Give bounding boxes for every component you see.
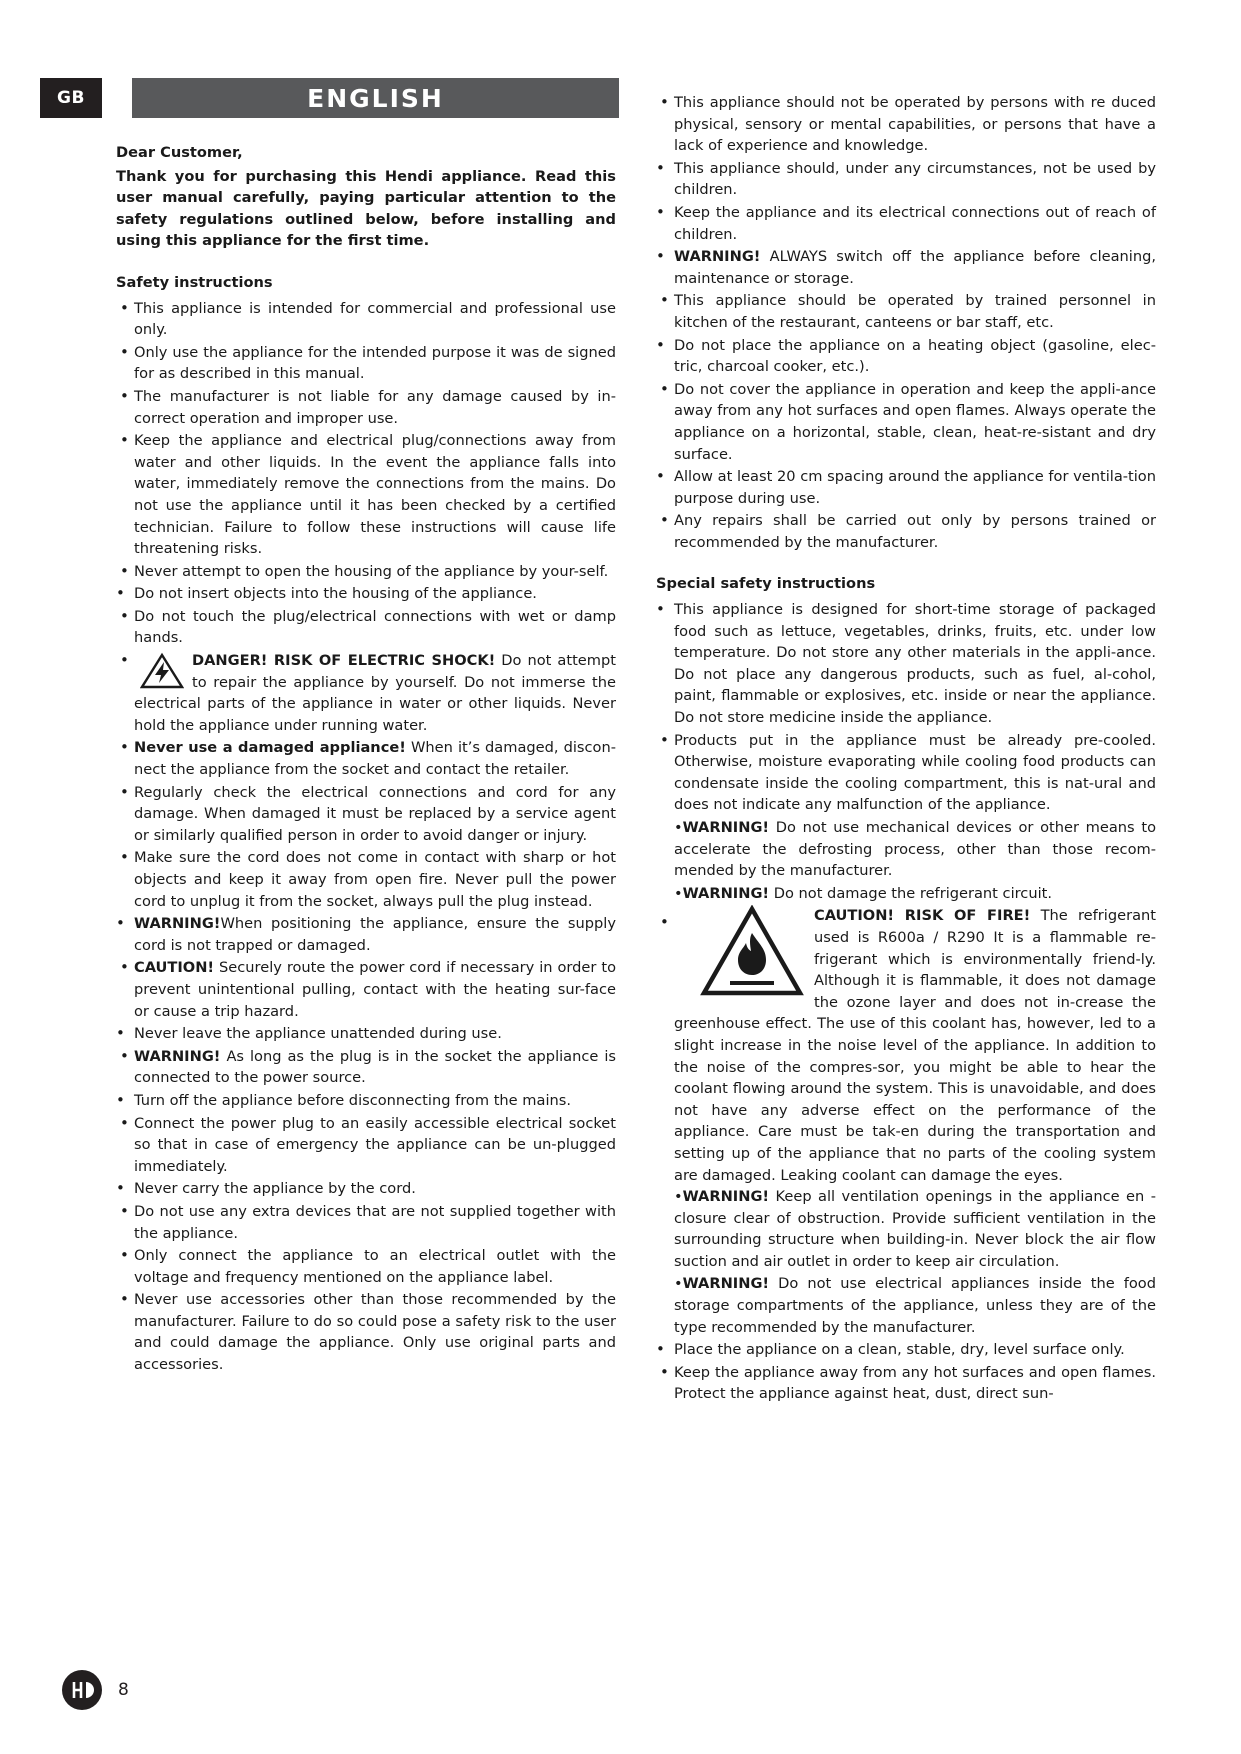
list-item: • This appliance is intended for commercial and professional use only.: [116, 298, 616, 341]
item-text: Do not cover the appliance in operation and keep the appli-ance away from any hot surfaces and open flames. Always operate the appliance on a horizontal, stable, clean, heat-re-sistant and dry surface.: [674, 380, 1156, 463]
greeting-line: Dear Customer,: [116, 144, 243, 161]
item-text: Any repairs shall be carried out only by persons trained or recommended by the manufacturer.: [674, 512, 1156, 551]
list-item: [656, 510, 1156, 553]
special-safety-heading: Special safety instructions: [656, 575, 876, 593]
item-text: This appliance should be operated by trained personnel in kitchen of the restaurant, canteens or bar staff, etc.: [674, 292, 1156, 331]
caution-label: CAUTION! RISK OF FIRE!: [814, 907, 1031, 925]
list-item: [656, 246, 1156, 289]
safety-instructions-heading: Safety instructions: [116, 273, 273, 291]
item-text: This appliance should, under any circumstances, not be used by children.: [674, 159, 1156, 199]
page-number: 8: [118, 1680, 129, 1700]
list-item: [116, 913, 616, 956]
item-text: Place the appliance on a clean, stable, dry, level surface only.: [674, 1341, 1125, 1359]
item-bold-label: WARNING!: [134, 1047, 221, 1065]
item-text: Do not use electrical appliances inside the food storage compartments of the appliance, unless they are of the type recommended by the manufacturer.: [674, 1275, 1156, 1336]
item-bold-label: Never use a damaged appliance!: [134, 739, 406, 757]
hendi-logo-icon: [62, 1670, 102, 1710]
list-item: [656, 92, 1156, 157]
item-text: Connect the power plug to an easily accessible electrical socket so that in case of emergency the appliance can be un-plugged immediately.: [134, 1114, 616, 1175]
list-item: [116, 782, 616, 847]
list-item: [116, 1046, 616, 1089]
special-safety-list-2: [656, 1186, 1156, 1405]
item-text: Do not use mechanical devices or other means to accelerate the defrosting process, other than those recom-mended by the manufacturer.: [674, 819, 1156, 880]
item-text: Allow at least 20 cm spacing around the appliance for ventila-tion purpose during use.: [674, 468, 1156, 507]
list-item: [656, 1362, 1156, 1405]
list-item: [116, 1113, 616, 1178]
language-badge: GB: [40, 78, 102, 118]
list-item: [116, 1178, 616, 1200]
caution-text: The refrigerant used is R600a / R290 It is a flammable re-frigerant which is environmentally friend-ly. Although it is flammable, it does not damage the ozone layer and does not in-crease the greenhouse effect. The use of this coolant has, however, led to a slight increase in the noise level of the appliance. In addition to the noise of the compres-sor, you might be able to hear the coolant flowing around the system. This is unavoidable, and does not have any adverse effect on the performance of the appliance. Care must be tak-en during the transportation and setting up of the appliance that no parts of the cooling system are damaged. Leaking coolant can damage the eyes.: [674, 907, 1156, 1184]
list-item: [656, 599, 1156, 729]
safety-instructions-list-2: [116, 737, 616, 1375]
item-bold-label: WARNING!: [682, 884, 770, 902]
list-item: • Do not touch the plug/electrical connections with wet or damp hands.: [116, 606, 616, 649]
safety-instructions-list: [116, 298, 616, 650]
list-item: • Never attempt to open the housing of the appliance by your-self.: [116, 561, 616, 583]
item-bold-label: WARNING!: [674, 248, 761, 266]
list-item: •WARNING! Keep all ventilation openings in the appliance en - closure clear of obstruction. Provide sufficient ventilation in the surrounding structure when building-in. Never block the air flow suction and air outlet in order to keep air circulation.: [674, 1188, 1156, 1270]
item-text: When it’s damaged, discon-nect the appliance from the socket and contact the retailer.: [134, 739, 616, 779]
intro-paragraph: Thank you for purchasing this Hendi appliance. Read this user manual carefully, paying particular attention to the safety regulations outlined below, before installing and using this appliance for the first time.: [116, 167, 616, 250]
item-text: Regularly check the electrical connections and cord for any damage. When damaged it must be replaced by a service agent or similarly qualified person in order to avoid danger or injury.: [134, 783, 616, 844]
left-column: [116, 140, 616, 1694]
page-footer: [62, 1670, 129, 1710]
item-bold-label: CAUTION!: [134, 959, 215, 977]
special-safety-list: [656, 599, 1156, 904]
page-title: ENGLISH: [132, 78, 619, 118]
list-item: [116, 957, 616, 1022]
item-text: This appliance is designed for short-time storage of packaged food such as lettuce, vegetables, drinks, fruits, etc. under low temperature. Do not store any other materials in the appli-ance. Do not place any dangerous products, such as fuel, al-cohol, paint, flammable or explosives, etc. inside or near the appliance. Do not store medicine inside the appliance.: [674, 601, 1156, 727]
list-item: [116, 1023, 616, 1045]
list-item: [116, 847, 616, 912]
item-text: ALWAYS switch off the appliance before cleaning, maintenance or storage.: [674, 248, 1156, 287]
list-item: • Keep the appliance and electrical plug/connections away from water and other liquids. In the event the appliance falls into water, immediately remove the connections from the mains. Do not use the appliance until it has been checked by a certified technician. Failure to follow these instructions will cause life threatening risks.: [116, 430, 616, 560]
item-text: Do not use any extra devices that are not supplied together with the appliance.: [134, 1202, 616, 1242]
item-text: When positioning the appliance, ensure the supply cord is not trapped or damaged.: [134, 915, 616, 954]
list-item: [116, 1289, 616, 1375]
item-text: Never carry the appliance by the cord.: [134, 1180, 416, 1198]
electric-shock-warning-icon: [140, 652, 184, 688]
item-text: Securely route the power cord if necessary in order to prevent unintentional pulling, contact with the heating sur-face or cause a trip hazard.: [134, 959, 616, 1020]
list-item: [656, 158, 1156, 201]
danger-label: DANGER! RISK OF ELECTRIC SHOCK!: [192, 652, 496, 670]
list-item: •WARNING! Do not use electrical appliances inside the food storage compartments of the appliance, unless they are of the type recommended by the manufacturer.: [674, 1275, 1156, 1336]
list-item: [656, 379, 1156, 465]
list-item: • The manufacturer is not liable for any damage caused by in-correct operation and improper use.: [116, 386, 616, 429]
list-item: •WARNING! Do not use mechanical devices or other means to accelerate the defrosting process, other than those recom-mended by the manufacturer.: [674, 819, 1156, 880]
list-item: • Only use the appliance for the intended purpose it was de signed for as described in this manual.: [116, 342, 616, 385]
item-bold-label: WARNING!: [682, 1188, 770, 1206]
item-text: As long as the plug is in the socket the appliance is connected to the power source.: [134, 1047, 616, 1087]
caution-fire-block: [656, 905, 1156, 1186]
item-text: Only connect the appliance to an electrical outlet with the voltage and frequency mentioned on the appliance label.: [134, 1247, 616, 1286]
item-text: Turn off the appliance before disconnecting from the mains.: [134, 1091, 572, 1109]
item-bold-label: WARNING!: [682, 1275, 770, 1293]
list-item: [116, 737, 616, 780]
list-item: [656, 202, 1156, 245]
item-text: Do not place the appliance on a heating object (gasoline, elec-tric, charcoal cooker, etc.).: [674, 336, 1156, 376]
list-item: [656, 290, 1156, 333]
item-text: Keep the appliance and its electrical connections out of reach of children.: [674, 203, 1156, 243]
item-text: Keep all ventilation openings in the appliance en - closure clear of obstruction. Provide sufficient ventilation in the surrounding structure when building-in. Never block the air flow suction and air outlet in order to keep air circulation.: [674, 1188, 1156, 1270]
list-item: [116, 1201, 616, 1244]
list-item: [656, 730, 1156, 816]
list-item: •WARNING! Do not damage the refrigerant circuit.: [674, 884, 1052, 902]
list-item: • Do not insert objects into the housing of the appliance.: [116, 583, 616, 605]
list-item: [656, 1339, 1156, 1361]
item-text: Products put in the appliance must be already pre-cooled. Otherwise, moisture evaporating while cooling food products can condensate inside the cooling compartment, this is nat-ural and does not indicate any malfunction of the appliance.: [674, 731, 1156, 814]
danger-text: Do not attempt to repair the appliance by yourself. Do not immerse the electrical parts of the appliance in water or other liquids. Never hold the appliance under running water.: [134, 652, 616, 734]
flammable-fire-warning-icon: [700, 905, 804, 997]
danger-electric-shock-block: [116, 650, 616, 736]
right-column: [656, 92, 1156, 1406]
item-text: Keep the appliance away from any hot surfaces and open flames. Protect the appliance against heat, dust, direct sun-: [674, 1363, 1156, 1403]
list-item: [656, 466, 1156, 509]
list-item: [656, 335, 1156, 378]
item-text: This appliance should not be operated by persons with re duced physical, sensory or mental capabilities, or persons that have a lack of experience and knowledge.: [674, 94, 1156, 155]
item-bold-label: WARNING!: [134, 915, 221, 933]
safety-instructions-list-continued: [656, 92, 1156, 553]
item-text: Never leave the appliance unattended during use.: [134, 1025, 502, 1043]
item-bold-label: WARNING!: [682, 819, 770, 836]
item-text: Never use accessories other than those recommended by the manufacturer. Failure to do so could pose a safety risk to the user and could damage the appliance. Only use original parts and accessories.: [134, 1291, 616, 1374]
list-item: [116, 1245, 616, 1288]
item-text: Do not damage the refrigerant circuit.: [769, 884, 1052, 902]
item-text: Make sure the cord does not come in contact with sharp or hot objects and keep it away from open fire. Never pull the power cord to unplug it from the socket, always pull the plug instead.: [134, 849, 616, 910]
list-item: [116, 1090, 616, 1112]
